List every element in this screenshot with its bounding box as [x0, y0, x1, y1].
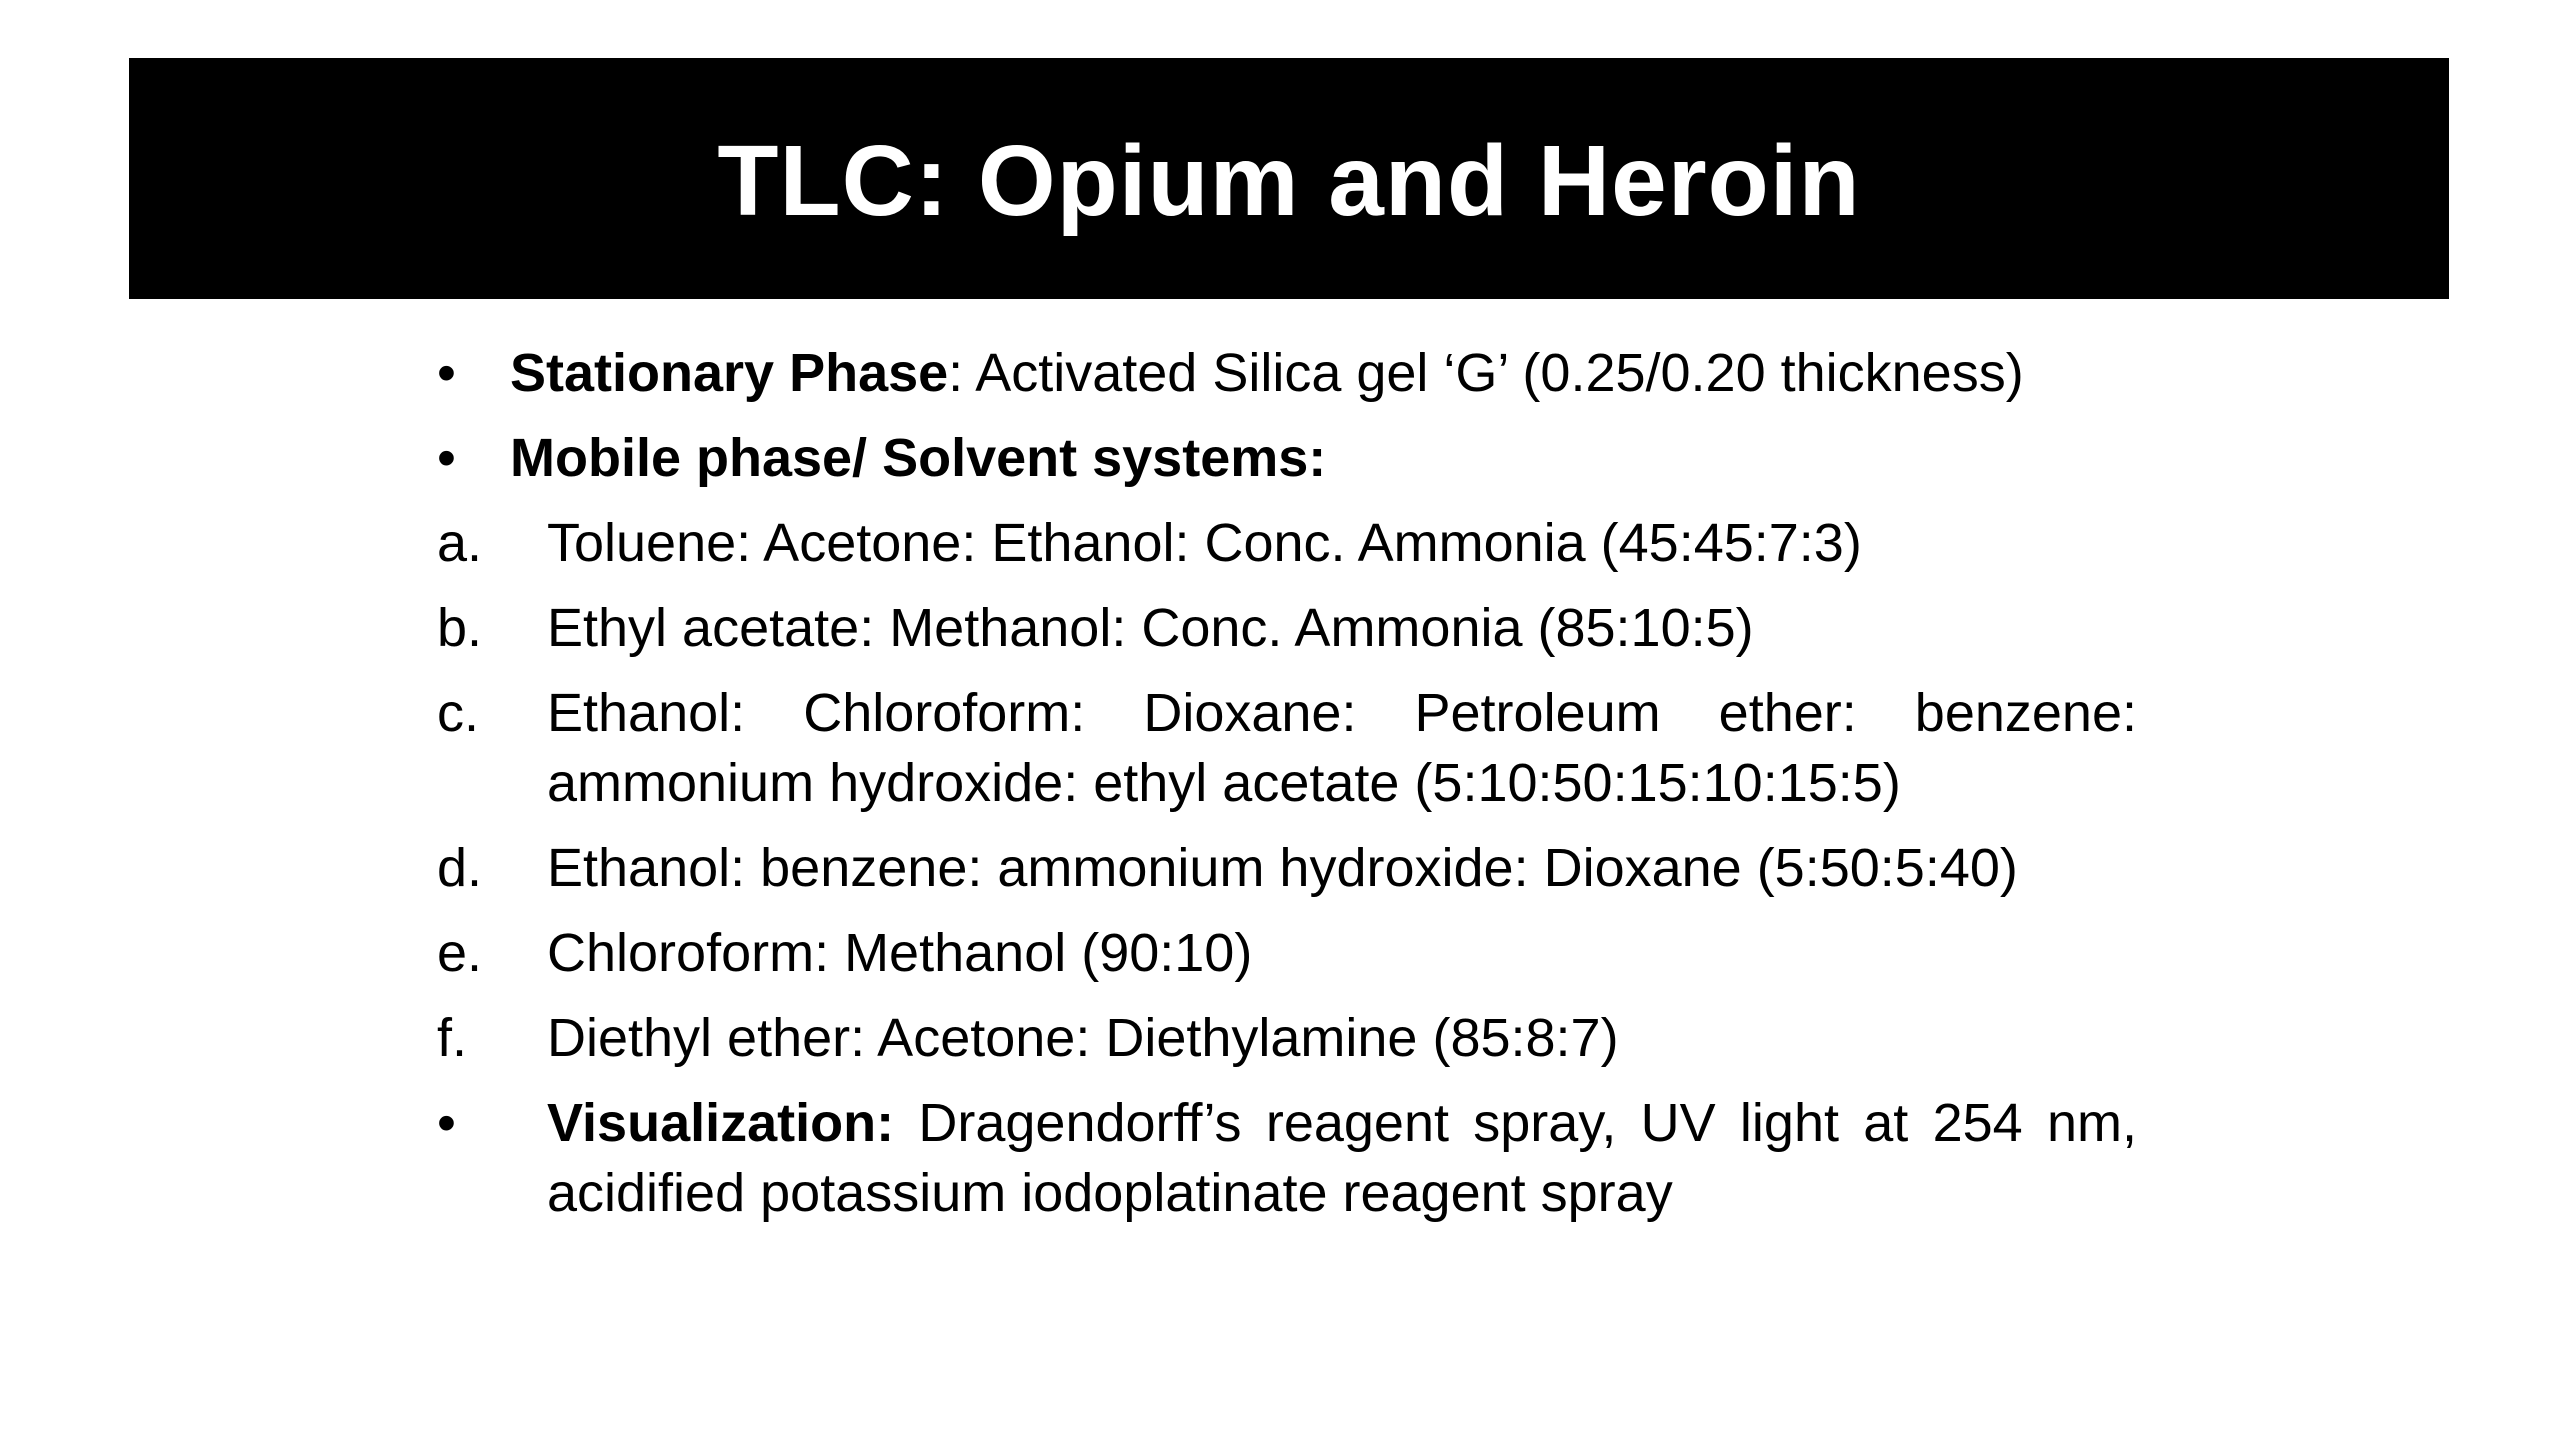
stationary-phase-text [510, 338, 2137, 408]
mobile-phase-item [437, 423, 2137, 493]
stationary-phase-item [437, 338, 2137, 408]
visualization-item [437, 1088, 2137, 1228]
visualization-label: Visualization: [547, 1093, 895, 1153]
solvent-text: Diethyl ether: Acetone: Diethylamine (85:8:7) [547, 1008, 1619, 1068]
solvent-item-f [437, 1003, 2137, 1073]
solvent-item-c [437, 678, 2137, 818]
solvent-item-b [437, 593, 2137, 663]
list-marker: d. [437, 838, 483, 898]
solvent-item-a [437, 508, 2137, 578]
stationary-phase-value: : Activated Silica gel ‘G’ (0.25/0.20 thickness) [948, 343, 2024, 403]
solvent-item-e [437, 918, 2137, 988]
stationary-phase-label: Stationary Phase [510, 343, 949, 403]
solvent-text: Ethanol: Chloroform: Dioxane: Petroleum ether: benzene: ammonium hydroxide: ethyl acetate (5:10:50:15:10:15:5) [547, 683, 2137, 813]
list-marker: b. [437, 598, 483, 658]
solvent-text: Ethyl acetate: Methanol: Conc. Ammonia (85:10:5) [547, 598, 1754, 658]
list-marker: f. [437, 1008, 468, 1068]
slide-title: TLC: Opium and Heroin [717, 124, 1861, 237]
bullet-marker: • [437, 343, 456, 403]
visualization-value: Dragendorff’s reagent spray, UV light at 254 nm, acidified potassium iodoplatinate reagent spray [547, 1093, 2137, 1223]
bullet-marker: • [437, 1093, 456, 1153]
list-marker: c. [437, 683, 480, 743]
title-bar [129, 58, 2449, 299]
solvent-text: Ethanol: benzene: ammonium hydroxide: Dioxane (5:50:5:40) [547, 838, 2018, 898]
list-marker: a. [437, 513, 483, 573]
solvent-text: Toluene: Acetone: Ethanol: Conc. Ammonia (45:45:7:3) [547, 513, 1862, 573]
mobile-phase-label: Mobile phase/ Solvent systems: [510, 428, 1327, 488]
solvent-text: Chloroform: Methanol (90:10) [547, 923, 1253, 983]
bullet-marker: • [437, 428, 456, 488]
list-marker: e. [437, 923, 483, 983]
solvent-item-d [437, 833, 2137, 903]
slide-content [437, 338, 2137, 1243]
visualization-text [547, 1088, 2137, 1228]
